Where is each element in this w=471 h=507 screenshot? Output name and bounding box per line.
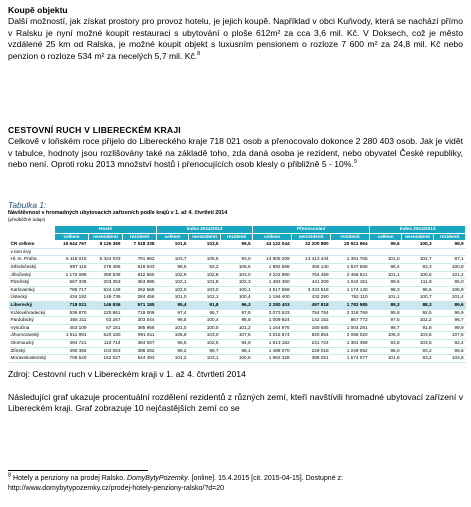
table-cell [434, 248, 466, 256]
table-cell: 95,0 [434, 279, 466, 287]
table-cell: 303 044 [123, 317, 157, 325]
table-cell: 100,0 [189, 324, 221, 332]
table-cell: 13 413 444 [292, 256, 331, 264]
table-cell: 162 027 [89, 355, 123, 363]
row-label: Plzeňský [9, 279, 55, 287]
row-label: Královéhradecký [9, 309, 55, 317]
table-cell: 92,4 [434, 339, 466, 347]
table-cell: 97,9 [221, 309, 253, 317]
table-cell: 94,9 [221, 339, 253, 347]
table-cell: 96,6 [434, 347, 466, 355]
column-header: rezidenti [434, 233, 466, 241]
table-cell: 100,3 [402, 241, 434, 249]
table-cell: 107,6 [221, 332, 253, 340]
table-row [9, 317, 466, 325]
row-label: Olomoucký [9, 339, 55, 347]
table-cell: 1 009 924 [253, 317, 292, 325]
table-cell: 99,6 [370, 241, 402, 249]
table-cell: 100,1 [221, 286, 253, 294]
table-subtitle: (předběžné údaje) [8, 217, 46, 222]
row-label: v tom kraj [9, 248, 55, 256]
column-header: celkem [55, 233, 89, 241]
table-cell: 107,6 [434, 332, 466, 340]
table-cell: 1 381 398 [331, 339, 370, 347]
table-cell: 764 459 [292, 271, 331, 279]
table-cell: 103,0 [189, 286, 221, 294]
table-caption: Tabulka 1: [8, 200, 47, 210]
section-cestovni-ruch [8, 125, 463, 171]
group-header: Hosté [55, 226, 157, 234]
table-cell [221, 248, 253, 256]
table-cell: 87,1 [434, 256, 466, 264]
table-cell: 100,8 [434, 263, 466, 271]
footnote-separator [8, 470, 148, 471]
table-cell: 453 109 [55, 324, 89, 332]
column-header: nerezidenti [89, 233, 123, 241]
table-cell: 98,7 [189, 347, 221, 355]
table-cell: 100,6 [402, 271, 434, 279]
table-cell: 103,0 [189, 332, 221, 340]
visitor-table-block [8, 210, 465, 363]
table-cell [292, 248, 331, 256]
table-cell: 93,2 [402, 347, 434, 355]
table-cell: 95,8 [221, 317, 253, 325]
table-row [9, 271, 466, 279]
table-title: Návštěvnost v hromadných ubytovacích zařízeních podle krajů v 1. až 4. čtvrtletí 2014 [8, 210, 228, 216]
table-cell: 102,8 [434, 355, 466, 363]
group-header: Přenocování [253, 226, 370, 234]
table-cell: 762 110 [331, 294, 370, 302]
table-cell: 497 818 [292, 301, 331, 309]
table-cell [331, 248, 370, 256]
table-row [9, 248, 466, 256]
row-label: Pardubický [9, 317, 55, 325]
footnote-8: $^8$ Hotely a penziony na prodej Ralsko. DomyBytyPozemky. [online]. 15.4.2015 [cit. 2015-04-15]. Dostupné z: http://www.domybytypozemky.cz/prodej-hotely-penziony-ralsko/?d=20 [8, 472, 343, 492]
table-cell: 2 458 521 [331, 271, 370, 279]
table-cell: 93,2 [402, 355, 434, 363]
table-cell [189, 248, 221, 256]
table-cell: 67 151 [89, 324, 123, 332]
table-cell: 96,3 [221, 301, 253, 309]
table-cell: 101,5 [157, 241, 189, 249]
table-cell: 98,5 [157, 263, 189, 271]
table-cell: 101,1 [370, 294, 402, 302]
table-cell: 718 021 [55, 301, 89, 309]
table-row [9, 256, 466, 264]
table-cell: 83,3 [402, 263, 434, 271]
table-head [9, 226, 466, 241]
table-cell: 92,2 [189, 263, 221, 271]
row-label: ČR celkem [9, 241, 55, 249]
table-cell: 1 164 976 [253, 324, 292, 332]
footnote-ref-8[interactable]: 8 [197, 50, 201, 57]
table-body [9, 241, 466, 363]
column-header: celkem [253, 233, 292, 241]
column-header: nerezidenti [189, 233, 221, 241]
table-cell: 3 073 533 [253, 309, 292, 317]
table-cell: 1 962 328 [253, 355, 292, 363]
table-cell: 3 222 980 [253, 271, 292, 279]
table-cell: 99,9 [434, 324, 466, 332]
table-cell: 101,2 [157, 355, 189, 363]
table-cell: 91,8 [402, 324, 434, 332]
table-cell: 100,6 [221, 355, 253, 363]
table-cell: 106,9 [434, 286, 466, 294]
table-cell: 1 042 151 [331, 279, 370, 287]
table-cell: 101,2 [434, 271, 466, 279]
table-cell: 102,0 [157, 286, 189, 294]
row-label: Moravskoslezský [9, 355, 55, 363]
table-cell: 2 280 403 [253, 301, 292, 309]
table-cell: 101,0 [370, 256, 402, 264]
table-row [9, 301, 466, 309]
table-cell: 544 493 [123, 355, 157, 363]
table-cell: 1 172 088 [55, 271, 89, 279]
table-cell: 93,0 [221, 256, 253, 264]
table-cell: 89,3 [370, 301, 402, 309]
table-cell: 102,1 [157, 279, 189, 287]
table-cell [89, 248, 123, 256]
table-cell: 101,8 [189, 279, 221, 287]
row-label: Vysočina [9, 324, 55, 332]
table-cell: 434 192 [55, 294, 89, 302]
table-cell: 95,7 [189, 309, 221, 317]
table-row [9, 347, 466, 355]
table-cell: 101,1 [370, 271, 402, 279]
table-cell: 105,5 [189, 256, 221, 264]
table-cell: 385 958 [123, 324, 157, 332]
paragraph-graph-intro: Následující graf ukazuje procentuální rozdělení rezidentů z různých zemí, kteří navštívili hromadné ubytovací zařízení v Libereckém kraji. Graf zobrazuje 10 nejčastějších zemí co se [8, 392, 463, 414]
table-cell: 101,4 [434, 294, 466, 302]
table-cell: 101,8 [370, 355, 402, 363]
table-cell: 102,8 [189, 271, 221, 279]
table-cell: 96,9 [434, 309, 466, 317]
table-cell: 100,4 [221, 294, 253, 302]
table-row [9, 286, 466, 294]
row-label: Hl. m. Praha [9, 256, 55, 264]
table-cell: 1 249 052 [331, 347, 370, 355]
paragraph-cestovni-ruch: Celkově v loňském roce přijelo do Libereckého kraje 718 021 osob a přenocovalo dokonce 2 280 403 osob. Jak je vidět v tabulce, hodnoty jsou rozlišovány také na základě toho, zda daná osoba je rezident, nebo obyvatel České republiky, nebo není. Oproti roku 2013 množství hostů i přenocujících osob klesly o přibližně 5 - 10%.$^9$ [8, 136, 463, 170]
table-cell: 103,5 [189, 241, 221, 249]
table-cell: 897 118 [55, 263, 89, 271]
table-cell: 1 174 140 [331, 286, 370, 294]
table-cell: 99,5 [370, 279, 402, 287]
group-header: Index 2014/2013 [370, 226, 466, 234]
table-cell: 2 318 769 [331, 309, 370, 317]
table-cell: 102,2 [402, 317, 434, 325]
table-cell: 110 714 [89, 339, 123, 347]
table-cell: 494 721 [55, 339, 89, 347]
table-cell: 1 511 991 [55, 332, 89, 340]
table-cell: 95,4 [157, 301, 189, 309]
table-cell: 432 290 [292, 294, 331, 302]
table-cell: 101,0 [157, 324, 189, 332]
visitor-table [8, 225, 466, 363]
table-cell: 567 339 [55, 279, 89, 287]
table-cell [55, 248, 89, 256]
table-cell: 455 140 [292, 263, 331, 271]
table-cell: 359 538 [89, 271, 123, 279]
table-cell: 867 772 [331, 317, 370, 325]
table-row [9, 324, 466, 332]
table-cell: 95,8 [370, 309, 402, 317]
table-cell: 220 861 [89, 309, 123, 317]
column-header: celkem [157, 233, 189, 241]
table-cell: 102,3 [221, 279, 253, 287]
table-row [9, 294, 466, 302]
table-cell: 1 537 558 [331, 263, 370, 271]
table-cell: 106,6 [221, 263, 253, 271]
table-cell: 97,4 [157, 309, 189, 317]
row-label: Karlovarský [9, 286, 55, 294]
table-cell: 98,7 [370, 324, 402, 332]
table-cell: 92,5 [402, 309, 434, 317]
section-koupe-objektu [8, 5, 463, 62]
row-label: Liberecký [9, 301, 55, 309]
table-cell: 103,7 [157, 256, 189, 264]
table-cell: 53 267 [89, 317, 123, 325]
table-cell [370, 248, 402, 256]
table-cell: 96,6 [402, 286, 434, 294]
column-header: celkem [370, 233, 402, 241]
table-cell: 262 568 [123, 286, 157, 294]
table-cell: 96,0 [370, 347, 402, 355]
table-cell: 1 488 070 [253, 347, 292, 355]
table-cell: 284 456 [123, 294, 157, 302]
table-cell: 719 009 [123, 309, 157, 317]
table-cell: 791 982 [123, 256, 157, 264]
column-header: rezidenti [123, 233, 157, 241]
table-cell: 8 126 369 [89, 241, 123, 249]
table-cell: 102,5 [189, 339, 221, 347]
table-row [9, 355, 466, 363]
table-cell: 96,5 [157, 317, 189, 325]
table-cell: 103,0 [221, 271, 253, 279]
table-source: Zdroj: Cestovní ruch v Libereckém kraji v 1. až 4. čtvrtletí 2014 [8, 369, 246, 379]
column-header: rezidenti [221, 233, 253, 241]
footnote-ref-9[interactable]: 9 [353, 159, 357, 166]
table-cell: 14 805 209 [253, 256, 292, 264]
table-cell: 5 324 033 [89, 256, 123, 264]
table-cell: 98,2 [157, 347, 189, 355]
table-cell [123, 248, 157, 256]
row-label: Jihočeský [9, 271, 55, 279]
table-cell: 22 200 880 [292, 241, 331, 249]
table-cell: 88,3 [402, 301, 434, 309]
table-cell: 384 007 [123, 339, 157, 347]
table-cell: 98,9 [434, 241, 466, 249]
table-cell: 99,5 [221, 241, 253, 249]
table-cell: 920 854 [292, 332, 331, 340]
paragraph-koupe-objektu: Další možností, jak získat prostory pro provoz hotelu, je jejich koupě. Například v obci Kuňvody, která se nachází přímo v Ralsku je nyní možné koupit restauraci s ubytování o ploše 612m² za cca 3,6 mil. Kč. V Doksech, což je město vzdálené 25 km od Ralska, je možné koupit objekt s luxusním pensionem o rozloze 7 600 m² za 24,8 mil. Kč nebo penzion o rozloze 534 m² za necelých 5,7 mil. Kč.$^8$ [8, 16, 463, 61]
table-cell: 1 992 698 [253, 263, 292, 271]
table-cell: 102,7 [402, 256, 434, 264]
table-cell: 1 574 077 [331, 355, 370, 363]
row-label: Zlínský [9, 347, 55, 355]
table-cell: 160 685 [292, 324, 331, 332]
table-cell: 363 986 [123, 279, 157, 287]
table-cell: 97,5 [370, 317, 402, 325]
header-empty-corner [9, 226, 55, 241]
table-cell: 786 717 [55, 286, 89, 294]
table-cell: 754 764 [292, 309, 331, 317]
table-cell: 571 185 [123, 301, 157, 309]
table-row [9, 309, 466, 317]
table-cell: 146 836 [89, 301, 123, 309]
row-label: Ústecký [9, 294, 55, 302]
table-cell: 96,5 [157, 339, 189, 347]
table-cell: 98,1 [221, 347, 253, 355]
table-cell: 91,8 [189, 301, 221, 309]
table-cell: 231 724 [292, 339, 331, 347]
table-cell: 106,3 [370, 332, 402, 340]
table-cell: 356 311 [55, 317, 89, 325]
table-cell: 102,9 [157, 271, 189, 279]
table-cell: 1 004 291 [331, 324, 370, 332]
table-cell: 103,6 [402, 332, 434, 340]
table-cell: 111,8 [402, 279, 434, 287]
group-header: Index 2014/2013 [157, 226, 253, 234]
table-cell: 520 180 [89, 332, 123, 340]
column-header: nerezidenti [292, 233, 331, 241]
table-cell: 89,6 [434, 301, 466, 309]
table-cell: 524 149 [89, 286, 123, 294]
row-label: Jihomoravský [9, 332, 55, 340]
table-cell: 6 116 015 [55, 256, 89, 264]
table-cell: 388 251 [292, 355, 331, 363]
table-cell: 96,7 [434, 317, 466, 325]
table-cell: 441 209 [292, 279, 331, 287]
table-cell: 229 018 [292, 347, 331, 355]
table-cell: 1 782 585 [331, 301, 370, 309]
table-cell: 103,6 [402, 339, 434, 347]
table-cell: 203 353 [89, 279, 123, 287]
table-cell: 101,2 [221, 324, 253, 332]
table-row [9, 241, 466, 249]
table-cell: 149 736 [89, 294, 123, 302]
table-cell: 1 613 182 [253, 339, 292, 347]
heading-cestovni-ruch: CESTOVNÍ RUCH V LIBERECKÉM KRAJI [8, 125, 181, 135]
table-cell [253, 248, 292, 256]
table-cell: 1 391 765 [331, 256, 370, 264]
section-graph-intro [8, 392, 463, 415]
table-cell: 490 355 [55, 347, 89, 355]
table-cell: 100,4 [189, 317, 221, 325]
table-cell: 812 550 [123, 271, 157, 279]
table-cell: 104 063 [89, 347, 123, 355]
table-cell: 1 194 400 [253, 294, 292, 302]
table-row [9, 263, 466, 271]
column-header: rezidenti [331, 233, 370, 241]
table-cell: 15 644 767 [55, 241, 89, 249]
table-cell: 98,3 [370, 286, 402, 294]
table-cell: 43 122 044 [253, 241, 292, 249]
table-cell: 386 292 [123, 347, 157, 355]
table-cell: 103,1 [189, 355, 221, 363]
table-cell: 101,0 [157, 294, 189, 302]
table-cell [157, 248, 189, 256]
table-row [9, 339, 466, 347]
table-cell: 278 485 [89, 263, 123, 271]
table-cell: 2 096 020 [331, 332, 370, 340]
table-cell: 105,9 [157, 332, 189, 340]
table-cell: 3 343 518 [292, 286, 331, 294]
heading-koupe-objektu: Koupě objektu [8, 5, 68, 15]
table-cell: 7 518 338 [123, 241, 157, 249]
table-cell: 142 152 [292, 317, 331, 325]
table-cell: 1 483 360 [253, 279, 292, 287]
table-cell: 96,4 [370, 263, 402, 271]
table-cell: 706 520 [55, 355, 89, 363]
table-cell: 4 517 658 [253, 286, 292, 294]
table-cell: 3 016 874 [253, 332, 292, 340]
table-cell [402, 248, 434, 256]
table-row [9, 279, 466, 287]
table-cell: 102,1 [189, 294, 221, 302]
table-row [9, 332, 466, 340]
row-label: Středočeský [9, 263, 55, 271]
table-cell: 619 633 [123, 263, 157, 271]
table-cell: 100,7 [402, 294, 434, 302]
column-header: nerezidenti [402, 233, 434, 241]
table-cell: 991 811 [123, 332, 157, 340]
table-cell: 93,8 [370, 339, 402, 347]
footnote-number: 8 [8, 472, 12, 479]
table-cell: 939 870 [55, 309, 89, 317]
table-cell: 20 921 964 [331, 241, 370, 249]
